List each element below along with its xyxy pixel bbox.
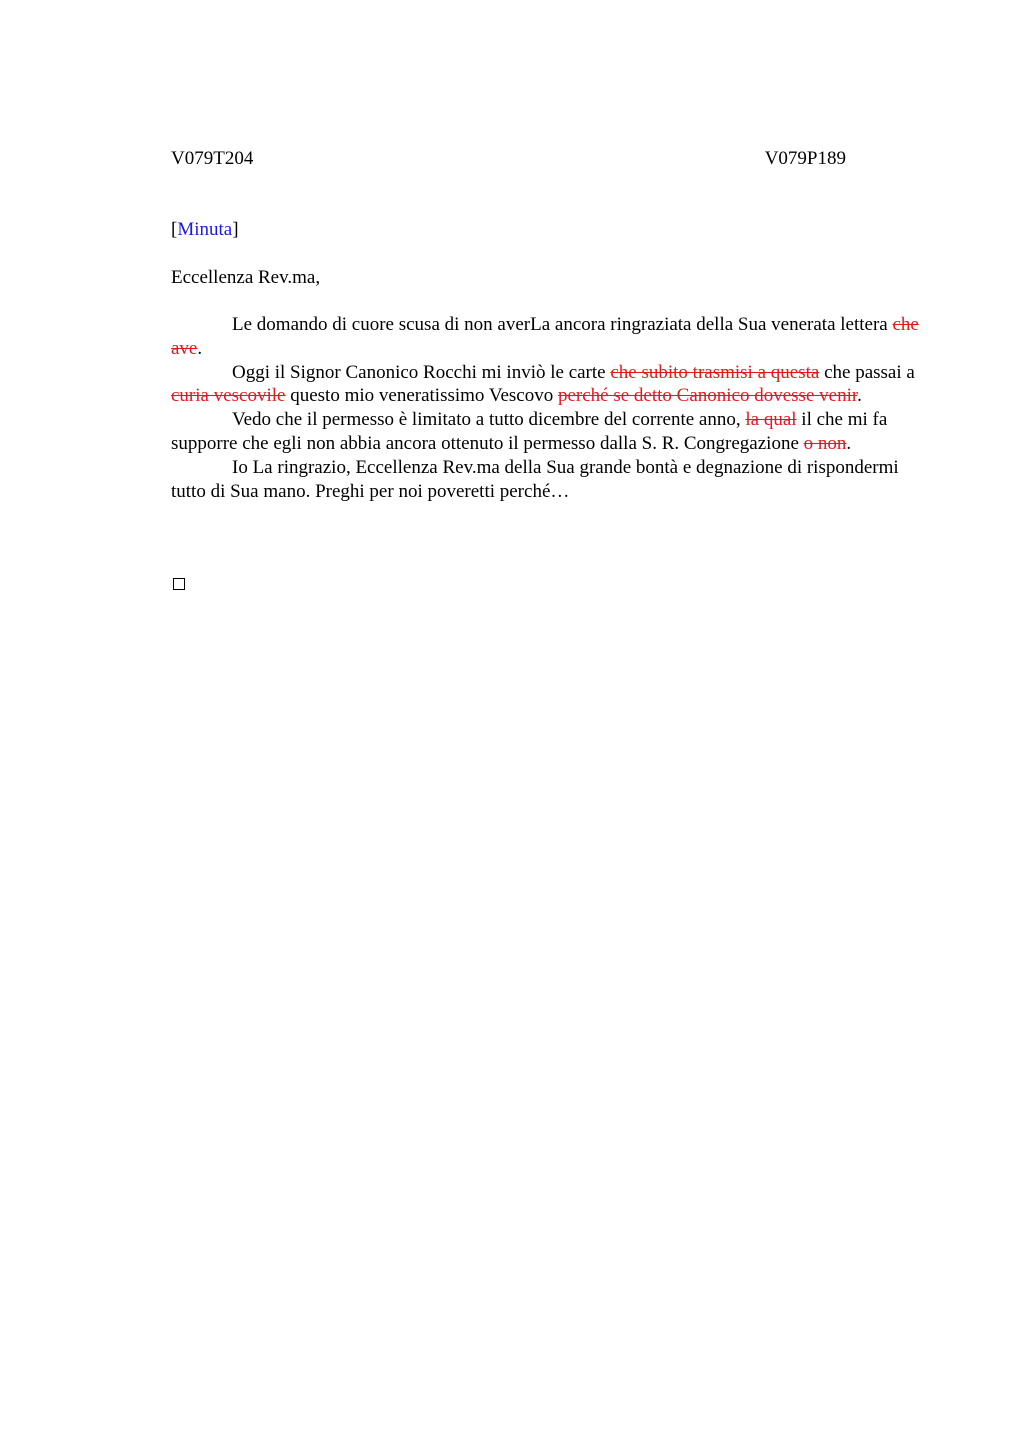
- paragraph-text: .: [846, 432, 852, 454]
- document-code-right: V079P189: [764, 148, 846, 169]
- document-codes: [171, 147, 846, 171]
- deleted-text: perché se detto Canonico dovesse venir: [557, 385, 858, 407]
- salutation: Eccellenza Rev.ma,: [171, 267, 321, 288]
- paragraph-text: Io La ringrazio, Eccellenza Rev.ma della Sua grande bontà e degnazione di rispondermi tutto di Sua mano. Preghi per noi poveretti perché…: [171, 456, 899, 502]
- end-marker-box-icon: [173, 578, 185, 590]
- paragraph-text: questo mio veneratissimo Vescovo: [285, 385, 558, 407]
- paragraph-text: il che mi fa supporre che egli non abbia ancora ottenuto il permesso dalla S. R. Congregazione: [171, 409, 888, 454]
- document-code-left: V079T204: [171, 148, 254, 169]
- paragraph-2: [171, 361, 927, 409]
- tag-close-bracket: ]: [232, 219, 239, 240]
- paragraph-4: [171, 456, 927, 504]
- deleted-text: che subito trasmisi a questa: [610, 361, 820, 383]
- paragraph-text: Oggi il Signor Canonico Rocchi mi inviò le carte: [232, 361, 611, 383]
- deleted-text: la qual: [745, 409, 797, 431]
- paragraph-text: Vedo che il permesso è limitato a tutto dicembre del corrente anno,: [232, 409, 746, 431]
- draft-tag: [171, 218, 239, 242]
- paragraph-text: .: [197, 337, 203, 359]
- tag-open-bracket: [: [171, 219, 178, 240]
- deleted-text: curia vescovile: [171, 385, 286, 407]
- deleted-text: o non: [803, 432, 847, 454]
- tag-label: Minuta: [177, 219, 233, 240]
- paragraph-text: Le domando di cuore scusa di non averLa ancora ringraziata della Sua venerata lettera: [232, 314, 893, 335]
- letter-body: [171, 313, 927, 503]
- paragraph-1: [171, 313, 927, 361]
- paragraph-3: [171, 408, 927, 456]
- paragraph-text: .: [857, 385, 862, 407]
- deleted-text: che ave: [171, 314, 919, 359]
- paragraph-text: che passai a: [819, 361, 915, 383]
